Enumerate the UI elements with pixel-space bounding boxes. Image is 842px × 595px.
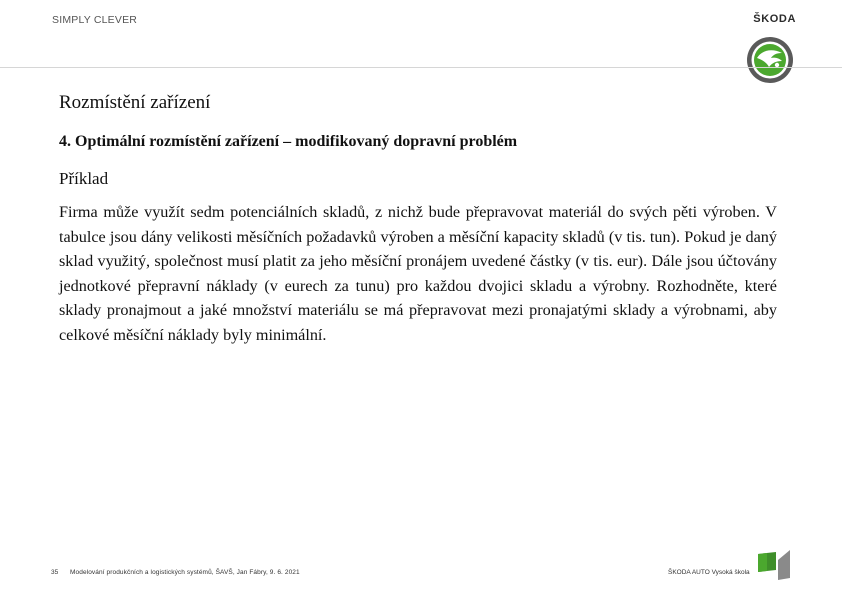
header-divider xyxy=(0,67,842,68)
slide-title: Rozmístění zařízení xyxy=(59,92,211,113)
problem-paragraph: Firma může využít sedm potenciálních skladů, z nichž bude přepravovat materiál do svých pěti výroben. V tabulce jsou dány velikosti měsíčních požadavků výroben a měsíční kapacity skladů (v tis. tun). Pokud je daný sklad využitý, společnost musí platit za jeho měsíční pronájem uvedené částky (v tis. eur). Dále jsou účtovány jednotkové přepravní náklady (v eurech za tunu) pro každou dvojici skladu a výrobny. Rozhodněte, které sklady pronajmout a jaké množství materiálu se má přepravovat mezi pronajatými sklady a výrobnami, aby celkové měsíční náklady byly minimální. xyxy=(59,203,777,344)
tagline: SIMPLY CLEVER xyxy=(52,14,138,26)
page-number: 35 xyxy=(51,569,59,576)
school-flag-icon xyxy=(756,550,792,580)
brand-wordmark: ŠKODA xyxy=(753,13,796,25)
footer-school-text: ŠKODA AUTO Vysoká škola xyxy=(668,569,750,576)
footer-course-text: Modelování produkčních a logistických systémů, ŠAVŠ, Jan Fábry, 9. 6. 2021 xyxy=(70,569,300,576)
example-label: Příklad xyxy=(59,169,109,188)
skoda-logo-icon xyxy=(746,36,794,84)
slide-subtitle: 4. Optimální rozmístění zařízení – modifikovaný dopravní problém xyxy=(59,133,518,150)
